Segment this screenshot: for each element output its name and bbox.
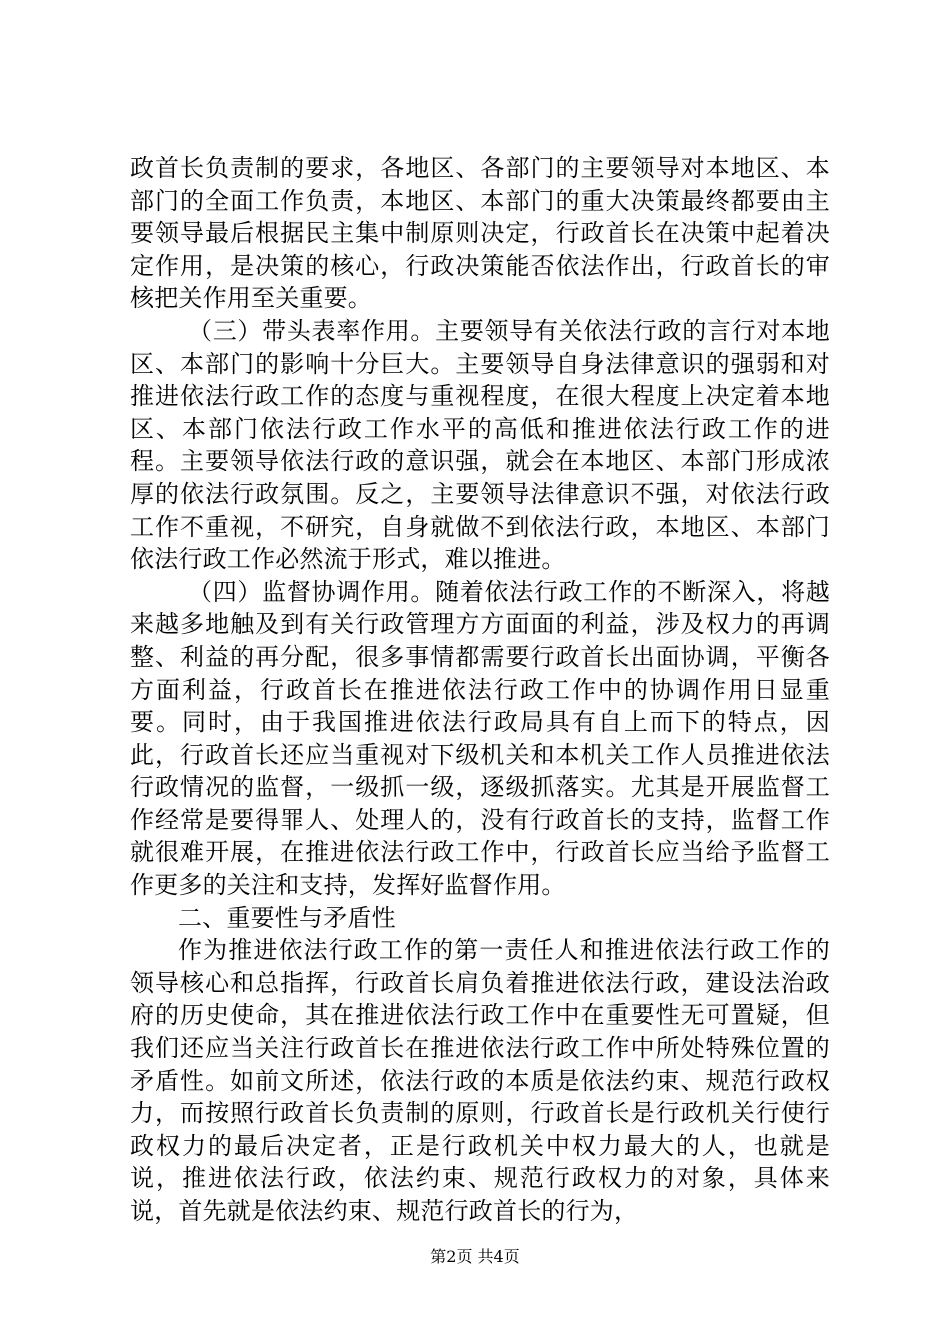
paragraph-leading-role: （三）带头表率作用。主要领导有关依法行政的言行对本地区、本部门的影响十分巨大。主要领导自身法律意识的强弱和对推进依法行政工作的态度与重视程度，在很大程度上决定着本地区、本部门依法行政工作水平的高低和推进依法行政工作的进程。主要领导依法行政的意识强，就会在本地区、本部门形成浓厚的依法行政氛围。反之，主要领导法律意识不强，对依法行政工作不重视，不研究，自身就做不到依法行政，本地区、本部门依法行政工作必然流于形式，难以推进。 (130, 316, 830, 574)
section-heading: 二、重要性与矛盾性 (178, 903, 396, 932)
paragraph-importance: 作为推进依法行政工作的第一责任人和推进依法行政工作的领导核心和总指挥，行政首长肩负着推进依法行政，建设法治政府的历史使命，其在推进依法行政工作中在重要性无可置疑，但我们还应当关注行政首长在推进依法行政工作中所处特殊位置的矛盾性。如前文所述，依法行政的本质是依法约束、规范行政权力，而按照行政首长负责制的原则，行政首长是行政机关行使行政权力的最后决定者，正是行政机关中权力最大的人，也就是说，推进依法行政，依法约束、规范行政权力的对象，具体来说，首先就是依法约束、规范行政首长的行为， (130, 936, 830, 1225)
page-footer: 第2页 共4页 (430, 1247, 520, 1266)
paragraph-supervision-role: （四）监督协调作用。随着依法行政工作的不断深入，将越来越多地触及到有关行政管理方方面面的利益，涉及权力的再调整、利益的再分配，很多事情都需要行政首长出面协调，平衡各方面利益，行政首长在推进依法行政工作中的协调作用日显重要。同时，由于我国推进依法行政局具有自上而下的特点，因此，行政首长还应当重视对下级机关和本机关工作人员推进依法行政情况的监督，一级抓一级，逐级抓落实。尤其是开展监督工作经常是要得罪人、处理人的，没有行政首长的支持，监督工作就很难开展，在推进依法行政工作中，行政首长应当给予监督工作更多的关注和支持，发挥好监督作用。 (130, 577, 830, 900)
document-body (130, 152, 830, 1228)
paragraph-continuation: 政首长负责制的要求，各地区、各部门的主要领导对本地区、本部门的全面工作负责，本地区、本部门的重大决策最终都要由主要领导最后根据民主集中制原则决定，行政首长在决策中起着决定作用，是决策的核心，行政决策能否依法作出，行政首长的审核把关作用至关重要。 (130, 154, 830, 313)
